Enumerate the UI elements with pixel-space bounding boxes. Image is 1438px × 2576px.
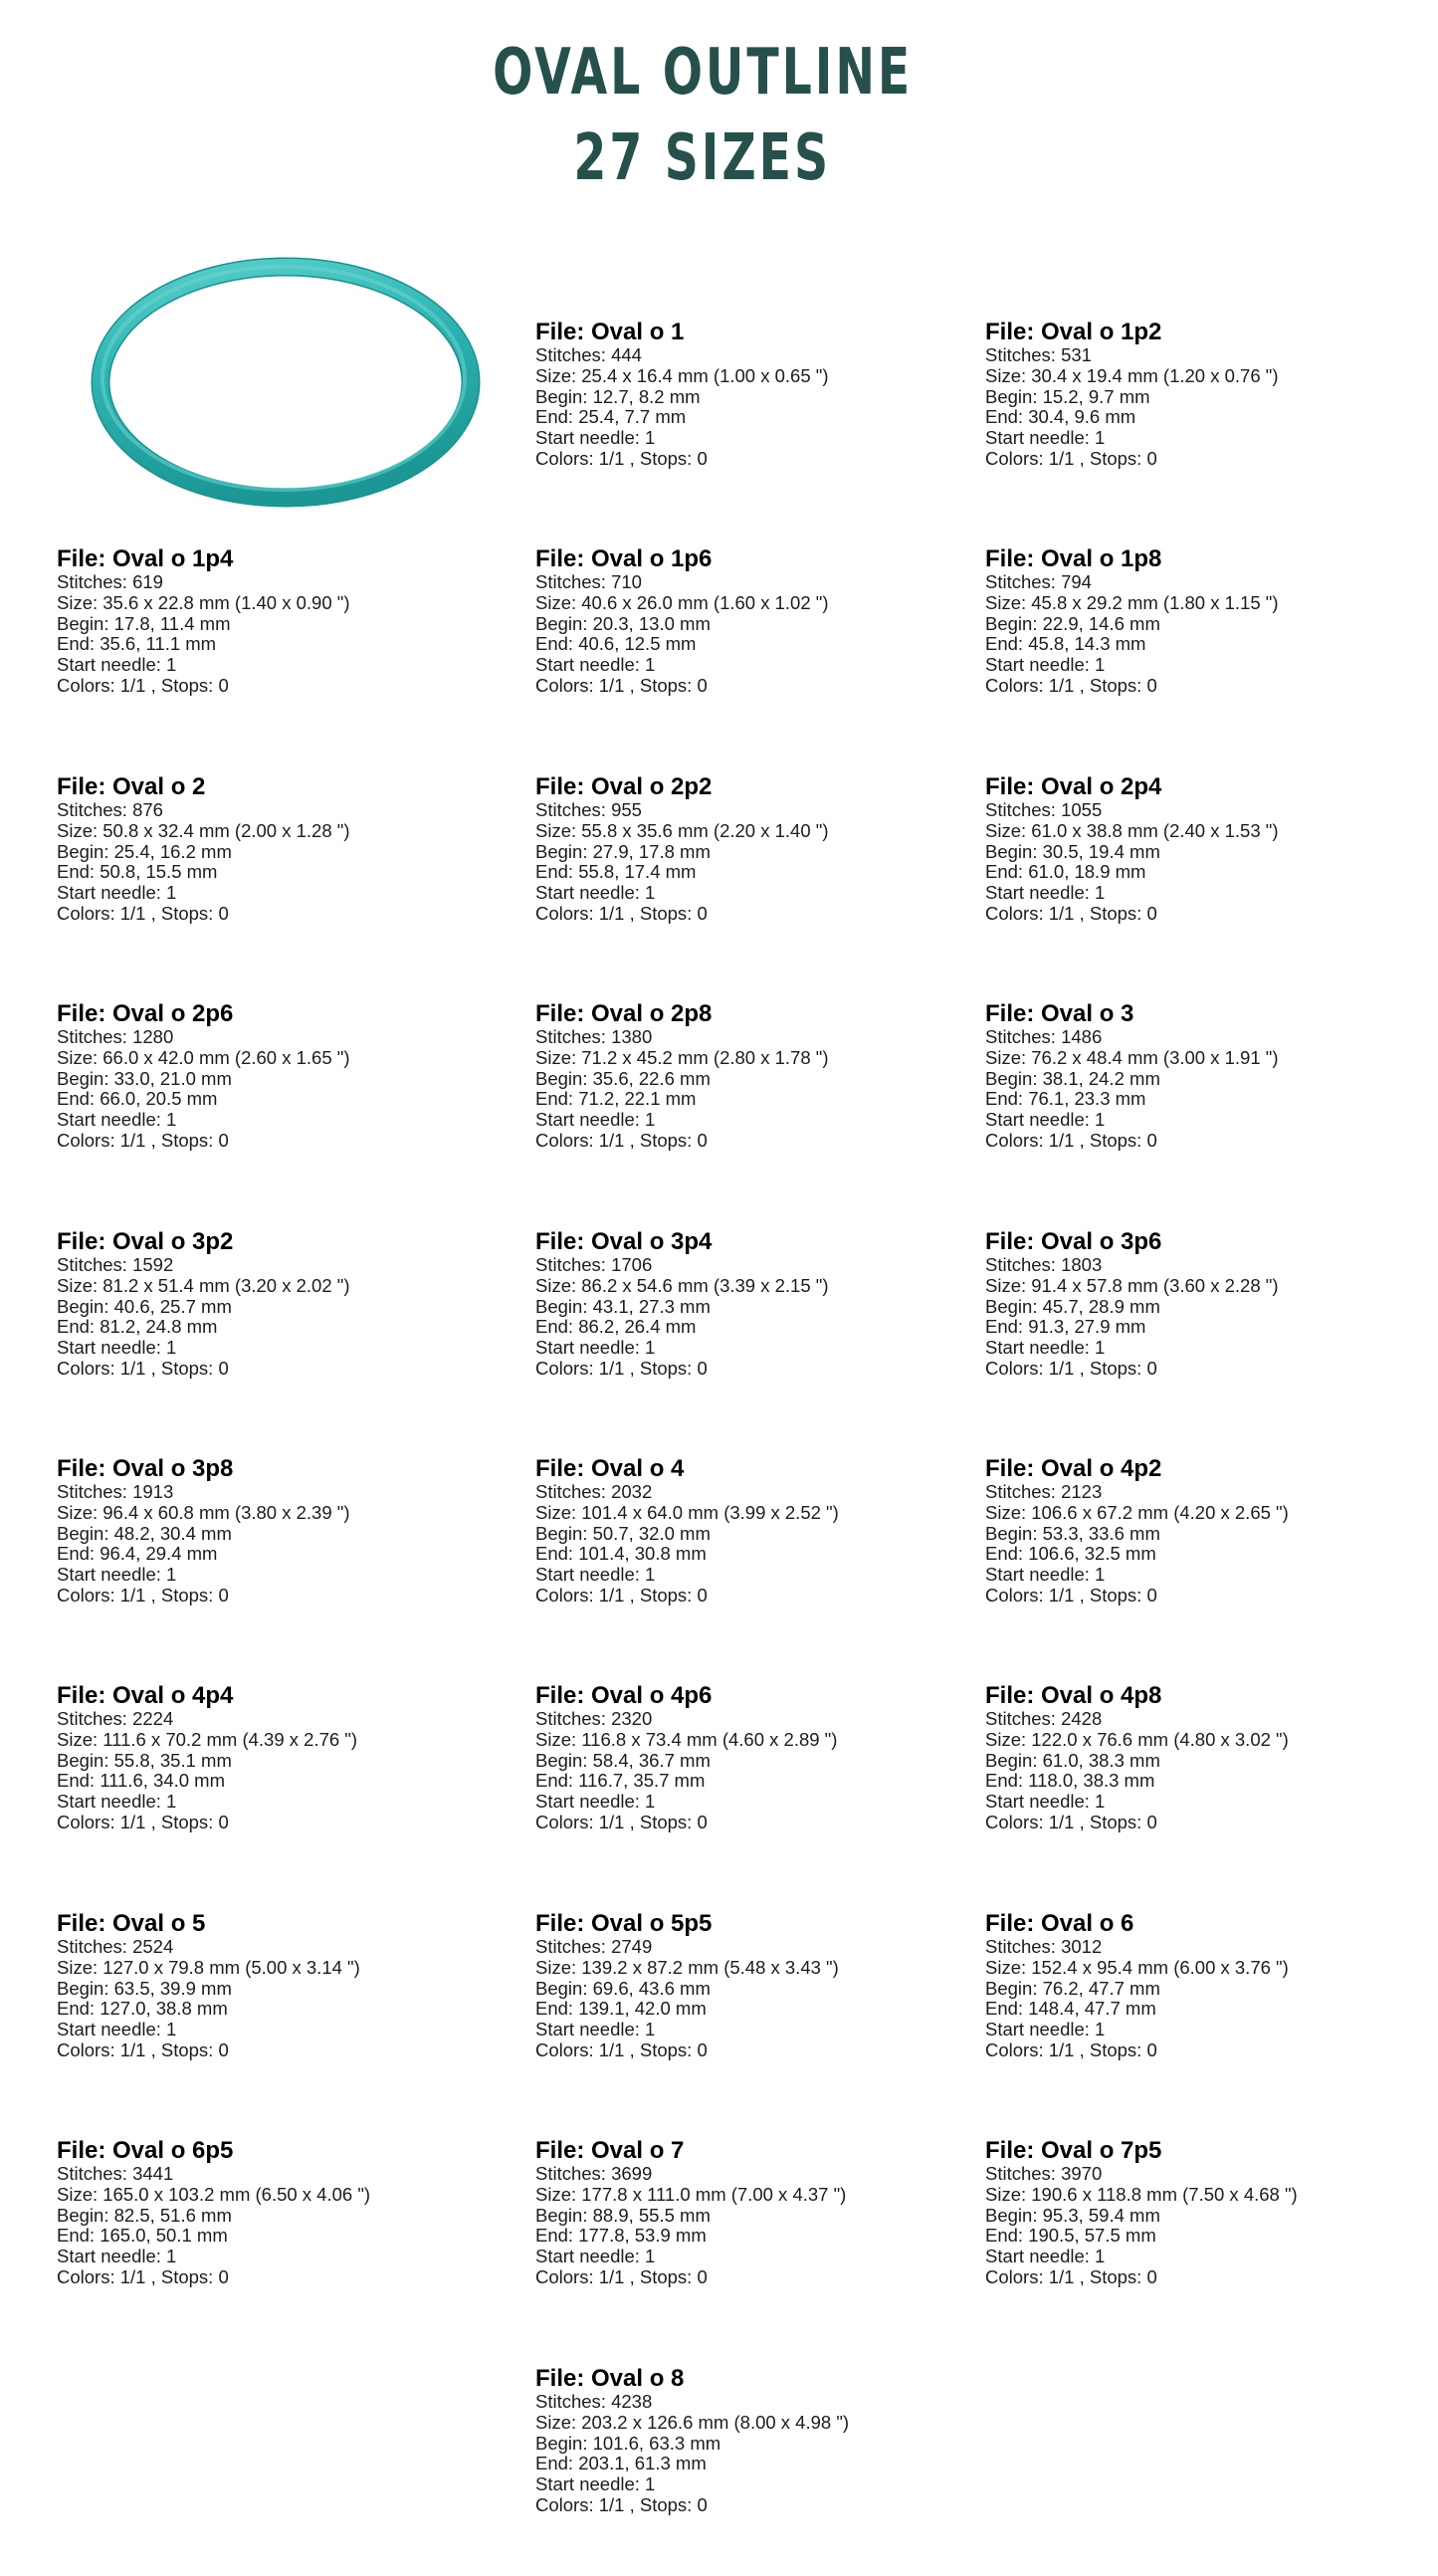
size-line: Size: 30.4 x 19.4 mm (1.20 x 0.76 ") — [985, 364, 1279, 386]
stitches-line: Stitches: 444 — [535, 344, 642, 365]
begin-line: Begin: 38.1, 24.2 mm — [985, 1067, 1160, 1089]
stitches-line: Stitches: 2224 — [57, 1708, 174, 1729]
page-title-line2: 27 SIZES — [573, 121, 832, 195]
start-needle-line: Start needle: 1 — [985, 1109, 1106, 1131]
stitches-line: Stitches: 2428 — [985, 1708, 1103, 1729]
end-line: End: 165.0, 50.1 mm — [57, 2225, 228, 2247]
end-line: End: 118.0, 38.3 mm — [985, 1770, 1155, 1792]
stitches-line: Stitches: 710 — [535, 571, 642, 592]
size-line: Size: 81.2 x 51.4 mm (3.20 x 2.02 ") — [57, 1274, 350, 1296]
begin-line: Begin: 15.2, 9.7 mm — [985, 385, 1150, 407]
colors-stops-line: Colors: 1/1 , Stops: 0 — [535, 1357, 708, 1379]
begin-line: Begin: 33.0, 21.0 mm — [57, 1067, 232, 1089]
file-name-heading: File: Oval o 4p6 — [535, 1682, 713, 1709]
file-block — [535, 1455, 983, 1607]
start-needle-line: Start needle: 1 — [57, 2019, 177, 2040]
start-needle-line: Start needle: 1 — [535, 1564, 656, 1586]
colors-stops-line: Colors: 1/1 , Stops: 0 — [985, 447, 1157, 469]
file-block — [57, 1682, 505, 1833]
begin-line: Begin: 69.6, 43.6 mm — [535, 1977, 711, 1999]
end-line: End: 35.6, 11.1 mm — [57, 633, 217, 655]
start-needle-line: Start needle: 1 — [57, 1564, 177, 1586]
end-line: End: 139.1, 42.0 mm — [535, 1998, 707, 2020]
file-block — [535, 2365, 983, 2516]
oval-outline-graphic — [78, 247, 496, 518]
stitches-line: Stitches: 876 — [57, 799, 163, 820]
file-name-heading: File: Oval o 3p6 — [985, 1228, 1162, 1255]
colors-stops-line: Colors: 1/1 , Stops: 0 — [57, 674, 229, 696]
colors-stops-line: Colors: 1/1 , Stops: 0 — [985, 1811, 1157, 1832]
size-line: Size: 91.4 x 57.8 mm (3.60 x 2.28 ") — [985, 1274, 1279, 1296]
file-block — [535, 319, 983, 470]
end-line: End: 66.0, 20.5 mm — [57, 1088, 218, 1110]
file-block — [535, 1682, 983, 1833]
file-name-heading: File: Oval o 4p8 — [985, 1682, 1162, 1709]
stitches-line: Stitches: 2320 — [535, 1708, 653, 1729]
stitches-line: Stitches: 3441 — [57, 2163, 174, 2184]
file-block — [985, 1682, 1433, 1833]
begin-line: Begin: 40.6, 25.7 mm — [57, 1295, 232, 1317]
size-line: Size: 50.8 x 32.4 mm (2.00 x 1.28 ") — [57, 819, 350, 841]
start-needle-line: Start needle: 1 — [985, 1564, 1106, 1586]
end-line: End: 81.2, 24.8 mm — [57, 1316, 218, 1338]
begin-line: Begin: 101.6, 63.3 mm — [535, 2432, 721, 2454]
stitches-line: Stitches: 1486 — [985, 1026, 1103, 1047]
stitches-line: Stitches: 794 — [985, 571, 1092, 592]
size-line: Size: 55.8 x 35.6 mm (2.20 x 1.40 ") — [535, 819, 829, 841]
stitches-line: Stitches: 1055 — [985, 799, 1103, 820]
file-name-heading: File: Oval o 1p4 — [57, 545, 234, 572]
size-line: Size: 111.6 x 70.2 mm (4.39 x 2.76 ") — [57, 1728, 358, 1750]
file-block — [57, 545, 505, 697]
colors-stops-line: Colors: 1/1 , Stops: 0 — [535, 902, 708, 924]
stitches-line: Stitches: 3970 — [985, 2163, 1103, 2184]
colors-stops-line: Colors: 1/1 , Stops: 0 — [535, 2265, 708, 2287]
end-line: End: 71.2, 22.1 mm — [535, 1088, 697, 1110]
file-block — [57, 1910, 505, 2061]
stitches-line: Stitches: 531 — [985, 344, 1092, 365]
begin-line: Begin: 63.5, 39.9 mm — [57, 1977, 232, 1999]
colors-stops-line: Colors: 1/1 , Stops: 0 — [535, 2493, 708, 2515]
begin-line: Begin: 43.1, 27.3 mm — [535, 1295, 711, 1317]
colors-stops-line: Colors: 1/1 , Stops: 0 — [985, 1357, 1157, 1379]
file-block — [985, 773, 1433, 925]
stitches-line: Stitches: 1380 — [535, 1026, 653, 1047]
end-line: End: 116.7, 35.7 mm — [535, 1770, 706, 1792]
end-line: End: 203.1, 61.3 mm — [535, 2453, 707, 2474]
start-needle-line: Start needle: 1 — [535, 1791, 656, 1813]
end-line: End: 190.5, 57.5 mm — [985, 2225, 1156, 2247]
colors-stops-line: Colors: 1/1 , Stops: 0 — [985, 2265, 1157, 2287]
file-block — [535, 1910, 983, 2061]
end-line: End: 96.4, 29.4 mm — [57, 1543, 218, 1565]
stitches-line: Stitches: 955 — [535, 799, 642, 820]
file-block — [985, 1228, 1433, 1380]
colors-stops-line: Colors: 1/1 , Stops: 0 — [985, 1129, 1157, 1151]
size-line: Size: 106.6 x 67.2 mm (4.20 x 2.65 ") — [985, 1501, 1289, 1523]
file-name-heading: File: Oval o 2p4 — [985, 773, 1162, 800]
colors-stops-line: Colors: 1/1 , Stops: 0 — [535, 447, 708, 469]
colors-stops-line: Colors: 1/1 , Stops: 0 — [985, 674, 1157, 696]
end-line: End: 45.8, 14.3 mm — [985, 633, 1146, 655]
file-block — [57, 773, 505, 925]
size-line: Size: 101.4 x 64.0 mm (3.99 x 2.52 ") — [535, 1501, 839, 1523]
start-needle-line: Start needle: 1 — [535, 654, 656, 676]
file-block — [985, 545, 1433, 697]
start-needle-line: Start needle: 1 — [985, 1337, 1106, 1359]
stitches-line: Stitches: 2749 — [535, 1936, 653, 1957]
size-line: Size: 71.2 x 45.2 mm (2.80 x 1.78 ") — [535, 1046, 829, 1068]
colors-stops-line: Colors: 1/1 , Stops: 0 — [985, 1584, 1157, 1606]
start-needle-line: Start needle: 1 — [535, 882, 656, 904]
begin-line: Begin: 48.2, 30.4 mm — [57, 1522, 232, 1544]
start-needle-line: Start needle: 1 — [57, 1337, 177, 1359]
start-needle-line: Start needle: 1 — [535, 2473, 656, 2495]
file-name-heading: File: Oval o 5 — [57, 1910, 206, 1937]
stitches-line: Stitches: 2032 — [535, 1481, 653, 1502]
size-line: Size: 76.2 x 48.4 mm (3.00 x 1.91 ") — [985, 1046, 1279, 1068]
colors-stops-line: Colors: 1/1 , Stops: 0 — [57, 2039, 229, 2060]
stitches-line: Stitches: 1706 — [535, 1254, 653, 1275]
file-block — [57, 1228, 505, 1380]
start-needle-line: Start needle: 1 — [57, 882, 177, 904]
start-needle-line: Start needle: 1 — [57, 1109, 177, 1131]
colors-stops-line: Colors: 1/1 , Stops: 0 — [57, 1584, 229, 1606]
size-line: Size: 165.0 x 103.2 mm (6.50 x 4.06 ") — [57, 2183, 371, 2205]
start-needle-line: Start needle: 1 — [985, 2246, 1106, 2267]
file-block — [535, 1228, 983, 1380]
start-needle-line: Start needle: 1 — [535, 1337, 656, 1359]
start-needle-line: Start needle: 1 — [535, 1109, 656, 1131]
stitches-line: Stitches: 2123 — [985, 1481, 1103, 1502]
colors-stops-line: Colors: 1/1 , Stops: 0 — [57, 2265, 229, 2287]
file-name-heading: File: Oval o 3 — [985, 1000, 1134, 1027]
colors-stops-line: Colors: 1/1 , Stops: 0 — [985, 2039, 1157, 2060]
start-needle-line: Start needle: 1 — [985, 2019, 1106, 2040]
size-line: Size: 116.8 x 73.4 mm (4.60 x 2.89 ") — [535, 1728, 838, 1750]
start-needle-line: Start needle: 1 — [535, 2246, 656, 2267]
stitches-line: Stitches: 1803 — [985, 1254, 1103, 1275]
file-name-heading: File: Oval o 5p5 — [535, 1910, 713, 1937]
begin-line: Begin: 20.3, 13.0 mm — [535, 612, 711, 634]
page-title — [0, 30, 1405, 201]
file-block — [535, 1000, 983, 1152]
oval-stitch-sample-image — [78, 247, 496, 518]
colors-stops-line: Colors: 1/1 , Stops: 0 — [57, 1357, 229, 1379]
begin-line: Begin: 55.8, 35.1 mm — [57, 1749, 232, 1771]
size-line: Size: 96.4 x 60.8 mm (3.80 x 2.39 ") — [57, 1501, 350, 1523]
size-line: Size: 203.2 x 126.6 mm (8.00 x 4.98 ") — [535, 2411, 850, 2433]
end-line: End: 91.3, 27.9 mm — [985, 1316, 1146, 1338]
begin-line: Begin: 30.5, 19.4 mm — [985, 840, 1160, 862]
end-line: End: 50.8, 15.5 mm — [57, 861, 218, 883]
size-line: Size: 152.4 x 95.4 mm (6.00 x 3.76 ") — [985, 1956, 1289, 1978]
begin-line: Begin: 27.9, 17.8 mm — [535, 840, 711, 862]
begin-line: Begin: 45.7, 28.9 mm — [985, 1295, 1160, 1317]
file-name-heading: File: Oval o 3p4 — [535, 1228, 713, 1255]
file-name-heading: File: Oval o 1 — [535, 319, 685, 345]
begin-line: Begin: 50.7, 32.0 mm — [535, 1522, 711, 1544]
file-name-heading: File: Oval o 6p5 — [57, 2137, 234, 2164]
size-line: Size: 61.0 x 38.8 mm (2.40 x 1.53 ") — [985, 819, 1279, 841]
stitches-line: Stitches: 1592 — [57, 1254, 174, 1275]
start-needle-line: Start needle: 1 — [985, 427, 1106, 449]
end-line: End: 76.1, 23.3 mm — [985, 1088, 1146, 1110]
start-needle-line: Start needle: 1 — [535, 427, 656, 449]
stitches-line: Stitches: 4238 — [535, 2391, 653, 2412]
stitches-line: Stitches: 619 — [57, 571, 163, 592]
size-line: Size: 25.4 x 16.4 mm (1.00 x 0.65 ") — [535, 364, 829, 386]
colors-stops-line: Colors: 1/1 , Stops: 0 — [57, 902, 229, 924]
file-name-heading: File: Oval o 7p5 — [985, 2137, 1162, 2164]
end-line: End: 30.4, 9.6 mm — [985, 406, 1136, 428]
begin-line: Begin: 17.8, 11.4 mm — [57, 612, 231, 634]
begin-line: Begin: 58.4, 36.7 mm — [535, 1749, 711, 1771]
begin-line: Begin: 61.0, 38.3 mm — [985, 1749, 1160, 1771]
begin-line: Begin: 95.3, 59.4 mm — [985, 2204, 1160, 2226]
end-line: End: 101.4, 30.8 mm — [535, 1543, 707, 1565]
start-needle-line: Start needle: 1 — [57, 654, 177, 676]
colors-stops-line: Colors: 1/1 , Stops: 0 — [535, 1129, 708, 1151]
colors-stops-line: Colors: 1/1 , Stops: 0 — [57, 1129, 229, 1151]
end-line: End: 55.8, 17.4 mm — [535, 861, 697, 883]
stitches-line: Stitches: 1913 — [57, 1481, 174, 1502]
file-name-heading: File: Oval o 1p8 — [985, 545, 1162, 572]
file-name-heading: File: Oval o 4 — [535, 1455, 685, 1482]
start-needle-line: Start needle: 1 — [985, 882, 1106, 904]
file-block — [985, 319, 1433, 470]
colors-stops-line: Colors: 1/1 , Stops: 0 — [535, 1584, 708, 1606]
file-block — [535, 545, 983, 697]
stitches-line: Stitches: 1280 — [57, 1026, 174, 1047]
size-line: Size: 45.8 x 29.2 mm (1.80 x 1.15 ") — [985, 591, 1279, 613]
end-line: End: 61.0, 18.9 mm — [985, 861, 1146, 883]
colors-stops-line: Colors: 1/1 , Stops: 0 — [535, 2039, 708, 2060]
size-line: Size: 177.8 x 111.0 mm (7.00 x 4.37 ") — [535, 2183, 847, 2205]
size-line: Size: 190.6 x 118.8 mm (7.50 x 4.68 ") — [985, 2183, 1298, 2205]
start-needle-line: Start needle: 1 — [57, 1791, 177, 1813]
start-needle-line: Start needle: 1 — [985, 654, 1106, 676]
file-block — [985, 1910, 1433, 2061]
end-line: End: 127.0, 38.8 mm — [57, 1998, 228, 2020]
begin-line: Begin: 12.7, 8.2 mm — [535, 385, 701, 407]
file-name-heading: File: Oval o 2p8 — [535, 1000, 713, 1027]
start-needle-line: Start needle: 1 — [985, 1791, 1106, 1813]
size-line: Size: 139.2 x 87.2 mm (5.48 x 3.43 ") — [535, 1956, 839, 1978]
begin-line: Begin: 25.4, 16.2 mm — [57, 840, 232, 862]
file-block — [985, 1455, 1433, 1607]
begin-line: Begin: 76.2, 47.7 mm — [985, 1977, 1160, 1999]
stitches-line: Stitches: 2524 — [57, 1936, 174, 1957]
file-name-heading: File: Oval o 4p4 — [57, 1682, 234, 1709]
file-block — [57, 1000, 505, 1152]
start-needle-line: Start needle: 1 — [57, 2246, 177, 2267]
begin-line: Begin: 82.5, 51.6 mm — [57, 2204, 232, 2226]
end-line: End: 86.2, 26.4 mm — [535, 1316, 697, 1338]
colors-stops-line: Colors: 1/1 , Stops: 0 — [985, 902, 1157, 924]
page-title-line1: OVAL OUTLINE — [492, 36, 914, 109]
begin-line: Begin: 35.6, 22.6 mm — [535, 1067, 711, 1089]
file-name-heading: File: Oval o 1p6 — [535, 545, 713, 572]
file-block — [57, 1455, 505, 1607]
end-line: End: 106.6, 32.5 mm — [985, 1543, 1156, 1565]
file-block — [985, 1000, 1433, 1152]
begin-line: Begin: 22.9, 14.6 mm — [985, 612, 1160, 634]
size-line: Size: 66.0 x 42.0 mm (2.60 x 1.65 ") — [57, 1046, 350, 1068]
file-name-heading: File: Oval o 2p6 — [57, 1000, 234, 1027]
file-block — [57, 2137, 505, 2288]
file-name-heading: File: Oval o 3p8 — [57, 1455, 234, 1482]
end-line: End: 148.4, 47.7 mm — [985, 1998, 1156, 2020]
file-block — [985, 2137, 1433, 2288]
file-name-heading: File: Oval o 8 — [535, 2365, 685, 2392]
file-name-heading: File: Oval o 2 — [57, 773, 206, 800]
file-block — [535, 773, 983, 925]
file-block — [535, 2137, 983, 2288]
begin-line: Begin: 88.9, 55.5 mm — [535, 2204, 711, 2226]
begin-line: Begin: 53.3, 33.6 mm — [985, 1522, 1160, 1544]
colors-stops-line: Colors: 1/1 , Stops: 0 — [535, 674, 708, 696]
stitches-line: Stitches: 3012 — [985, 1936, 1103, 1957]
end-line: End: 40.6, 12.5 mm — [535, 633, 697, 655]
size-line: Size: 86.2 x 54.6 mm (3.39 x 2.15 ") — [535, 1274, 829, 1296]
file-name-heading: File: Oval o 1p2 — [985, 319, 1162, 345]
size-line: Size: 40.6 x 26.0 mm (1.60 x 1.02 ") — [535, 591, 829, 613]
colors-stops-line: Colors: 1/1 , Stops: 0 — [57, 1811, 229, 1832]
file-name-heading: File: Oval o 4p2 — [985, 1455, 1162, 1482]
size-line: Size: 122.0 x 76.6 mm (4.80 x 3.02 ") — [985, 1728, 1289, 1750]
end-line: End: 111.6, 34.0 mm — [57, 1770, 225, 1792]
end-line: End: 25.4, 7.7 mm — [535, 406, 687, 428]
start-needle-line: Start needle: 1 — [535, 2019, 656, 2040]
stitches-line: Stitches: 3699 — [535, 2163, 653, 2184]
file-name-heading: File: Oval o 3p2 — [57, 1228, 234, 1255]
file-name-heading: File: Oval o 2p2 — [535, 773, 713, 800]
end-line: End: 177.8, 53.9 mm — [535, 2225, 707, 2247]
size-line: Size: 127.0 x 79.8 mm (5.00 x 3.14 ") — [57, 1956, 360, 1978]
file-name-heading: File: Oval o 7 — [535, 2137, 685, 2164]
colors-stops-line: Colors: 1/1 , Stops: 0 — [535, 1811, 708, 1832]
size-line: Size: 35.6 x 22.8 mm (1.40 x 0.90 ") — [57, 591, 350, 613]
file-name-heading: File: Oval o 6 — [985, 1910, 1134, 1937]
